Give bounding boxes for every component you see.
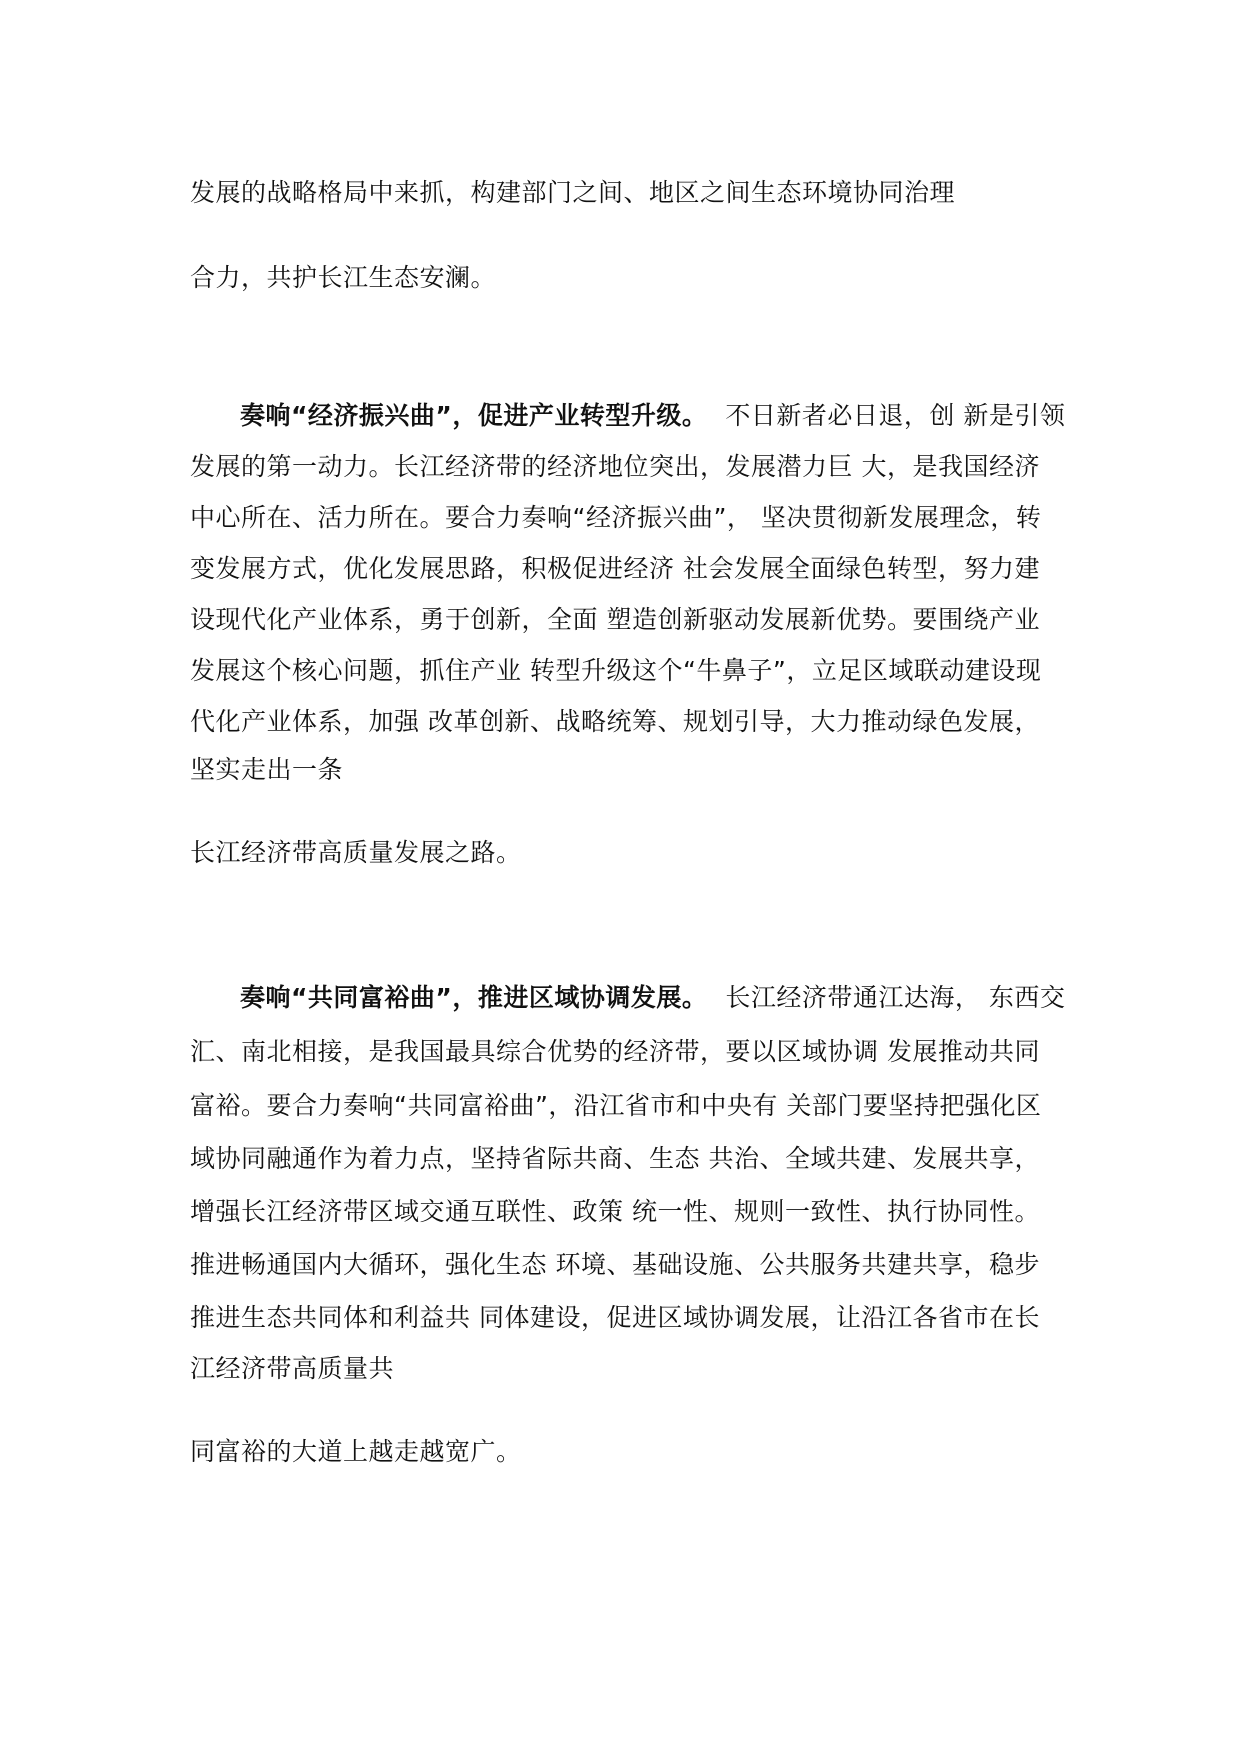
- section2-line-7: 推进生态共同体和利益共 同体建设，促进区域协调发展，让沿江各省市在长: [190, 1303, 1040, 1332]
- section1-first-line: [240, 401, 1065, 431]
- section2-line-4: 域协同融通作为着力点，坚持省际共商、生态 共治、全域共建、发展共享，: [190, 1144, 1040, 1173]
- section1-first-line-text: 不日新者必日退，创 新是引领: [725, 401, 1066, 430]
- section1-closing: 长江经济带高质量发展之路。: [190, 838, 522, 867]
- section2-line-2: 汇、南北相接，是我国最具综合优势的经济带，要以区域协调 发展推动共同: [190, 1037, 1040, 1066]
- section1-line-2: 发展的第一动力。长江经济带的经济地位突出，发展潜力巨 大，是我国经济: [190, 452, 1040, 481]
- section1-line-5: 设现代化产业体系，勇于创新，全面 塑造创新驱动发展新优势。要围绕产业: [190, 605, 1040, 634]
- section2-first-line: [240, 983, 1065, 1013]
- section2-heading: 奏响“共同富裕曲”，推进区域协调发展。: [240, 983, 708, 1012]
- section1-line-3: 中心所在、活力所在。要合力奏响“经济振兴曲”， 坚决贯彻新发展理念，转: [190, 503, 1042, 532]
- section1-line-4: 变发展方式，优化发展思路，积极促进经济 社会发展全面绿色转型，努力建: [190, 554, 1040, 583]
- intro-line-2: 合力，共护长江生态安澜。: [190, 263, 497, 292]
- section2-line-8: 江经济带高质量共: [190, 1354, 395, 1383]
- section2-closing: 同富裕的大道上越走越宽广。: [190, 1437, 522, 1466]
- section1-line-6: 发展这个核心问题，抓住产业 转型升级这个“牛鼻子”，立足区域联动建设现: [190, 656, 1042, 685]
- section2-line-6: 推进畅通国内大循环，强化生态 环境、基础设施、公共服务共建共享，稳步: [190, 1250, 1040, 1279]
- section1-line-8: 坚实走出一条: [190, 755, 344, 784]
- section2-line-3: 富裕。要合力奏响“共同富裕曲”，沿江省市和中央有 关部门要坚持把强化区: [190, 1091, 1042, 1120]
- section1-heading: 奏响“经济振兴曲”，促进产业转型升级。: [240, 401, 708, 430]
- intro-line-1: 发展的战略格局中来抓，构建部门之间、地区之间生态环境协同治理: [190, 178, 956, 207]
- section2-line-5: 增强长江经济带区域交通互联性、政策 统一性、规则一致性、执行协同性。: [190, 1197, 1040, 1226]
- section1-line-7: 代化产业体系，加强 改革创新、战略统筹、规划引导，大力推动绿色发展，: [190, 707, 1040, 736]
- section2-first-line-text: 长江经济带通江达海， 东西交: [725, 983, 1066, 1012]
